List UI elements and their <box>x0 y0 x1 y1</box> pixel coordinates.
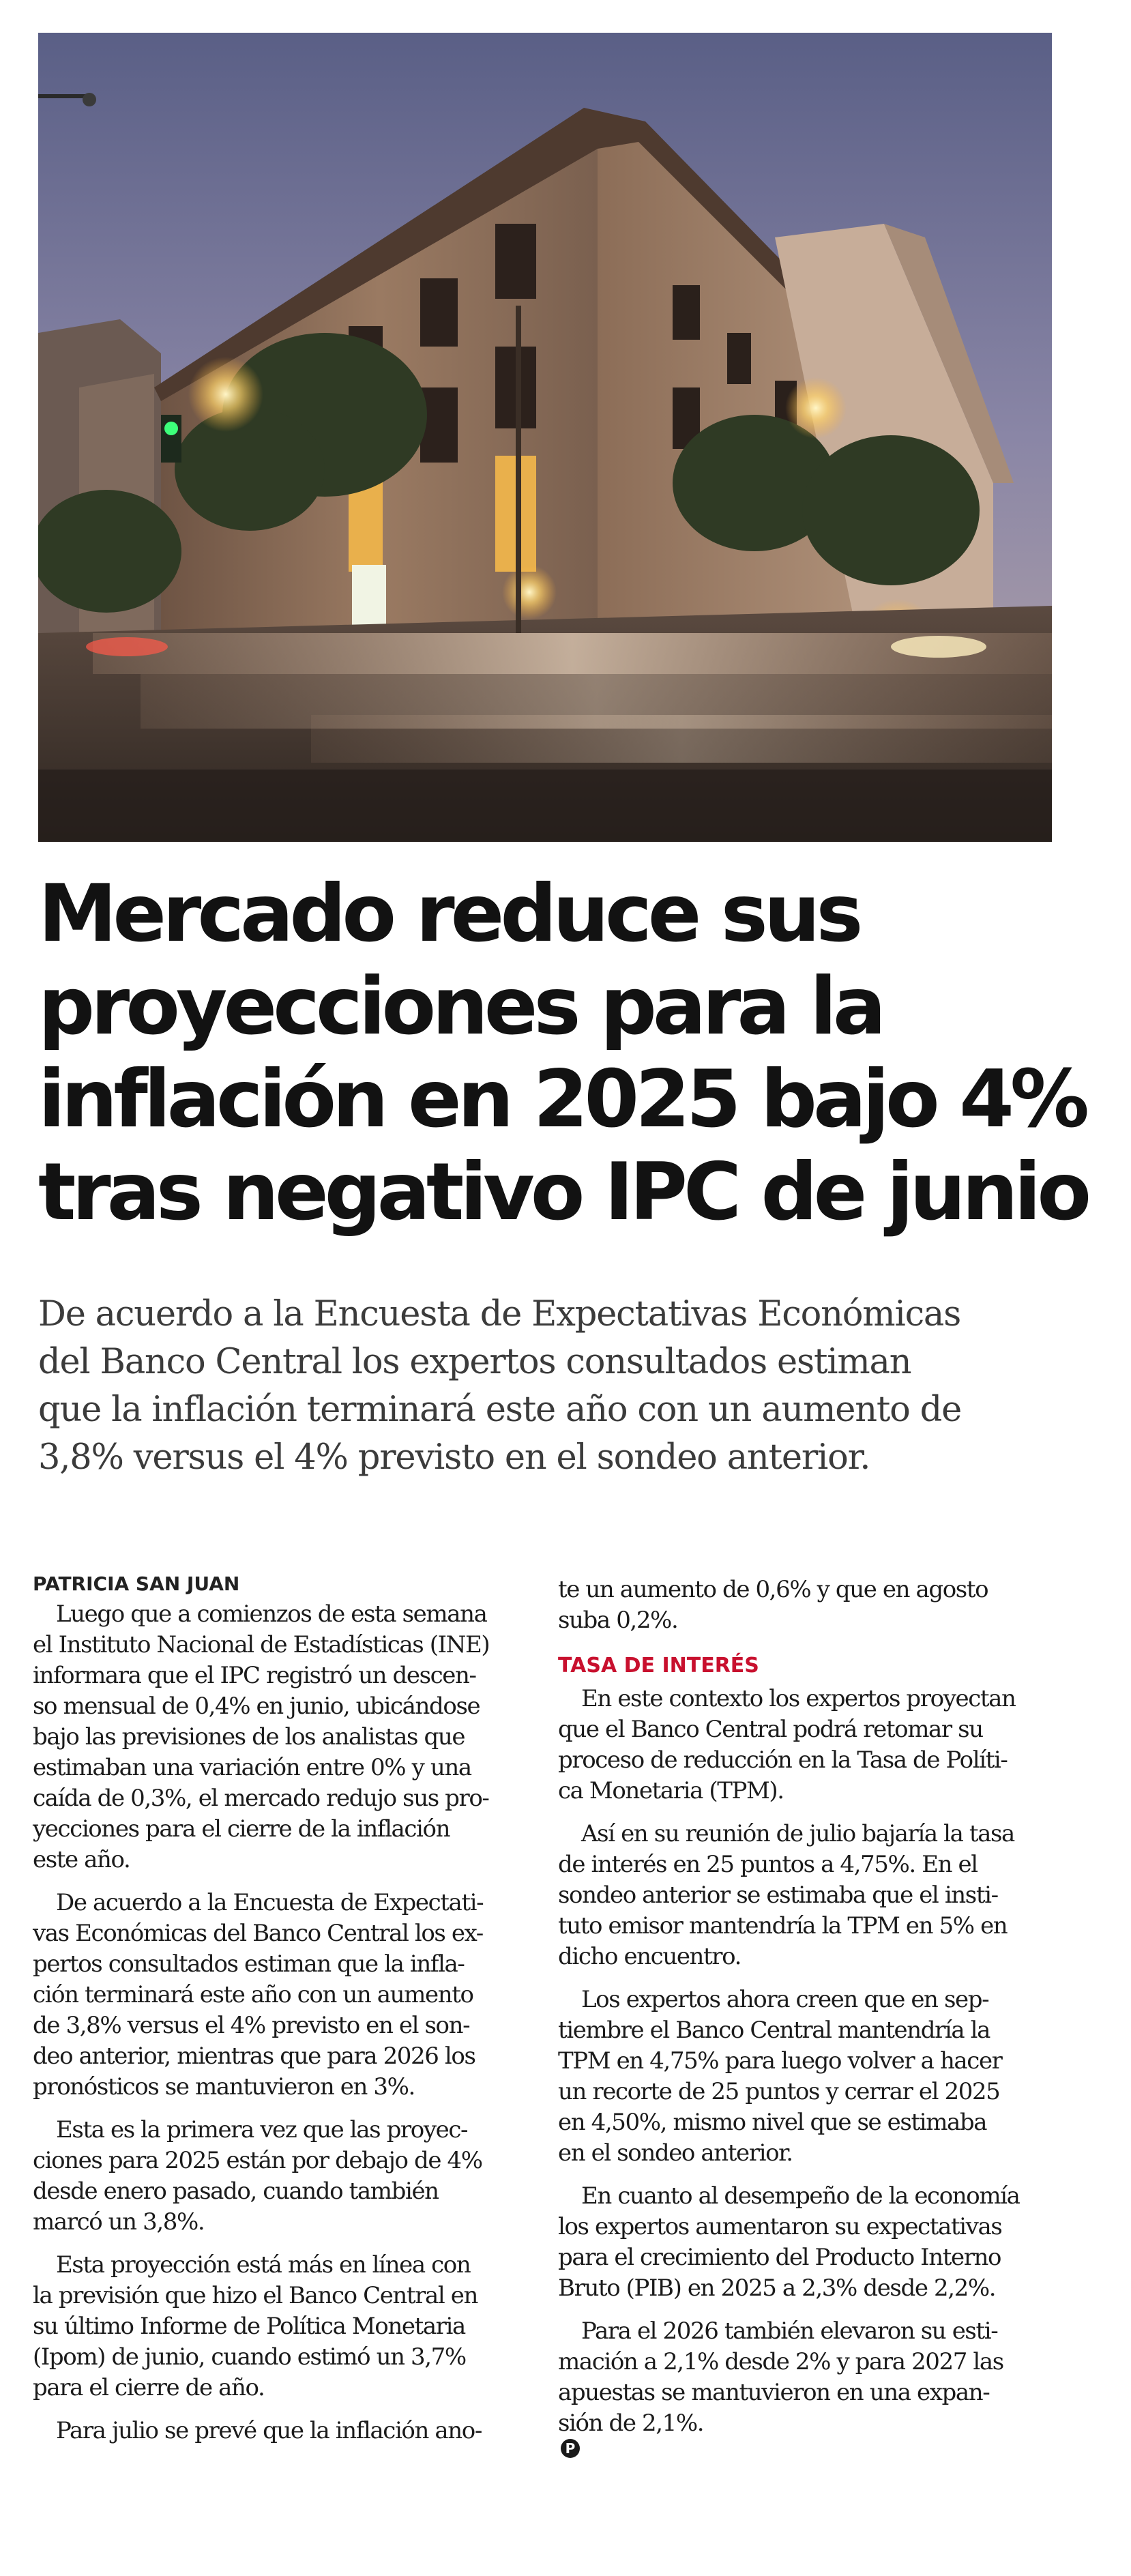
body-line: so mensual de 0,4% en junio, ubicándose <box>33 1693 480 1720</box>
body-column-right <box>558 1575 1056 2470</box>
body-line: ca Monetaria (TPM). <box>558 1777 784 1804</box>
body-line: sondeo anterior se estimaba que el insti- <box>558 1882 998 1909</box>
body-line: de interés en 25 puntos a 4,75%. En el <box>558 1851 978 1878</box>
body-line: pronósticos se mantuvieron en 3%. <box>33 2073 415 2101</box>
headline-line: proyecciones para la <box>38 961 883 1053</box>
body-line: tuto emisor mantendría la TPM en 5% en <box>558 1912 1008 1940</box>
body-line-last <box>558 2408 1056 2458</box>
lede-line: que la inflación terminará este año con un aumento de <box>38 1390 962 1430</box>
headline-line: tras negativo IPC de junio <box>38 1146 1088 1238</box>
headline-line: inflación en 2025 bajo 4% <box>38 1053 1086 1145</box>
body-line: Bruto (PIB) en 2025 a 2,3% desde 2,2%. <box>558 2274 996 2302</box>
body-line: vas Económicas del Banco Central los ex- <box>33 1920 483 1947</box>
body-line: Esta proyección está más en línea con <box>56 2251 471 2279</box>
body-line: bajo las previsiones de los analistas que <box>33 1723 465 1751</box>
body-paragraph <box>558 1985 1056 2169</box>
subhead: TASA DE INTERÉS <box>558 1654 759 1678</box>
body-line: para el crecimiento del Producto Interno <box>558 2244 1001 2271</box>
body-line: ción terminará este año con un aumento <box>33 1981 473 2008</box>
body-line: el Instituto Nacional de Estadísticas (INE) <box>33 1631 490 1658</box>
body-line: en el sondeo anterior. <box>558 2139 793 2167</box>
body-line: de 3,8% versus el 4% previsto en el son- <box>33 2012 470 2039</box>
lede-line: del Banco Central los expertos consultados estiman <box>38 1342 911 1382</box>
body-line: En cuanto al desempeño de la economía <box>581 2182 1020 2210</box>
headline <box>38 868 1102 1239</box>
lede-line: De acuerdo a la Encuesta de Expectativas Económicas <box>38 1294 961 1334</box>
body-line: en 4,50%, mismo nivel que se estimaba <box>558 2109 987 2136</box>
article-photo <box>38 33 1052 842</box>
headline-line: Mercado reduce sus <box>38 868 860 960</box>
body-line: tiembre el Banco Central mantendría la <box>558 2017 990 2044</box>
body-line: yecciones para el cierre de la inflación <box>33 1815 450 1843</box>
body-line: deo anterior, mientras que para 2026 los <box>33 2043 475 2070</box>
lede <box>38 1291 1102 1482</box>
body-line: Esta es la primera vez que las proyec- <box>56 2116 468 2143</box>
body-line: Los expertos ahora creen que en sep- <box>581 1986 989 2013</box>
body-line: pertos consultados estiman que la infla- <box>33 1950 465 1978</box>
body-line: la previsión que hizo el Banco Central en <box>33 2282 478 2309</box>
bank-building-illustration <box>38 33 1052 842</box>
lede-line: 3,8% versus el 4% previsto en el sondeo anterior. <box>38 1437 870 1478</box>
body-line: informara que el IPC registró un descen- <box>33 1662 476 1689</box>
body-line: Para julio se prevé que la inflación ano- <box>56 2417 482 2444</box>
body-line: que el Banco Central podrá retomar su <box>558 1716 983 1743</box>
body-line: dicho encuentro. <box>558 1943 741 1970</box>
body-line: Para el 2026 también elevaron su esti- <box>581 2317 998 2345</box>
body-line: te un aumento de 0,6% y que en agosto <box>558 1576 988 1603</box>
body-line: En este contexto los expertos proyectan <box>581 1685 1016 1712</box>
body-line: apuestas se mantuvieron en una expan- <box>558 2379 990 2406</box>
body-line: ciones para 2025 están por debajo de 4% <box>33 2147 482 2174</box>
body-line: (Ipom) de junio, cuando estimó un 3,7% <box>33 2343 466 2371</box>
body-line: estimaban una variación entre 0% y una <box>33 1754 471 1781</box>
body-line: Así en su reunión de julio bajaría la tasa <box>581 1820 1014 1847</box>
body-line: los expertos aumentaron su expectativas <box>558 2213 1002 2240</box>
body-line: este año. <box>33 1846 130 1873</box>
body-line: De acuerdo a la Encuesta de Expectati- <box>56 1889 484 1916</box>
body-line-text: sión de 2,1%. <box>558 2410 704 2437</box>
body-paragraph <box>558 1819 1056 1972</box>
body-line: marcó un 3,8%. <box>33 2208 205 2236</box>
byline: PATRICIA SAN JUAN <box>33 1572 240 1595</box>
body-paragraph <box>33 2115 531 2238</box>
body-paragraph <box>558 2316 1056 2458</box>
body-line: mación a 2,1% desde 2% y para 2027 las <box>558 2348 1003 2375</box>
body-line: desde enero pasado, cuando también <box>33 2178 439 2205</box>
body-line: TPM en 4,75% para luego volver a hacer <box>558 2047 1002 2075</box>
body-line: caída de 0,3%, el mercado redujo sus pro- <box>33 1785 489 1812</box>
body-paragraph <box>33 2416 531 2446</box>
body-paragraph <box>558 1684 1056 1806</box>
body-line: un recorte de 25 puntos y cerrar el 2025 <box>558 2078 1000 2105</box>
body-line: para el cierre de año. <box>33 2374 265 2401</box>
end-mark-icon: P <box>561 2439 580 2458</box>
body-paragraph <box>558 2181 1056 2304</box>
body-paragraph <box>33 1599 531 1875</box>
body-line: su último Informe de Política Monetaria <box>33 2313 465 2340</box>
body-paragraph <box>33 2250 531 2403</box>
body-paragraph <box>33 1888 531 2103</box>
body-column-left <box>33 1569 531 2459</box>
body-paragraph-continued <box>558 1575 1056 1636</box>
body-line: proceso de reducción en la Tasa de Políti- <box>558 1746 1008 1774</box>
body-line: Luego que a comienzos de esta semana <box>56 1600 487 1628</box>
body-line: suba 0,2%. <box>558 1607 678 1634</box>
